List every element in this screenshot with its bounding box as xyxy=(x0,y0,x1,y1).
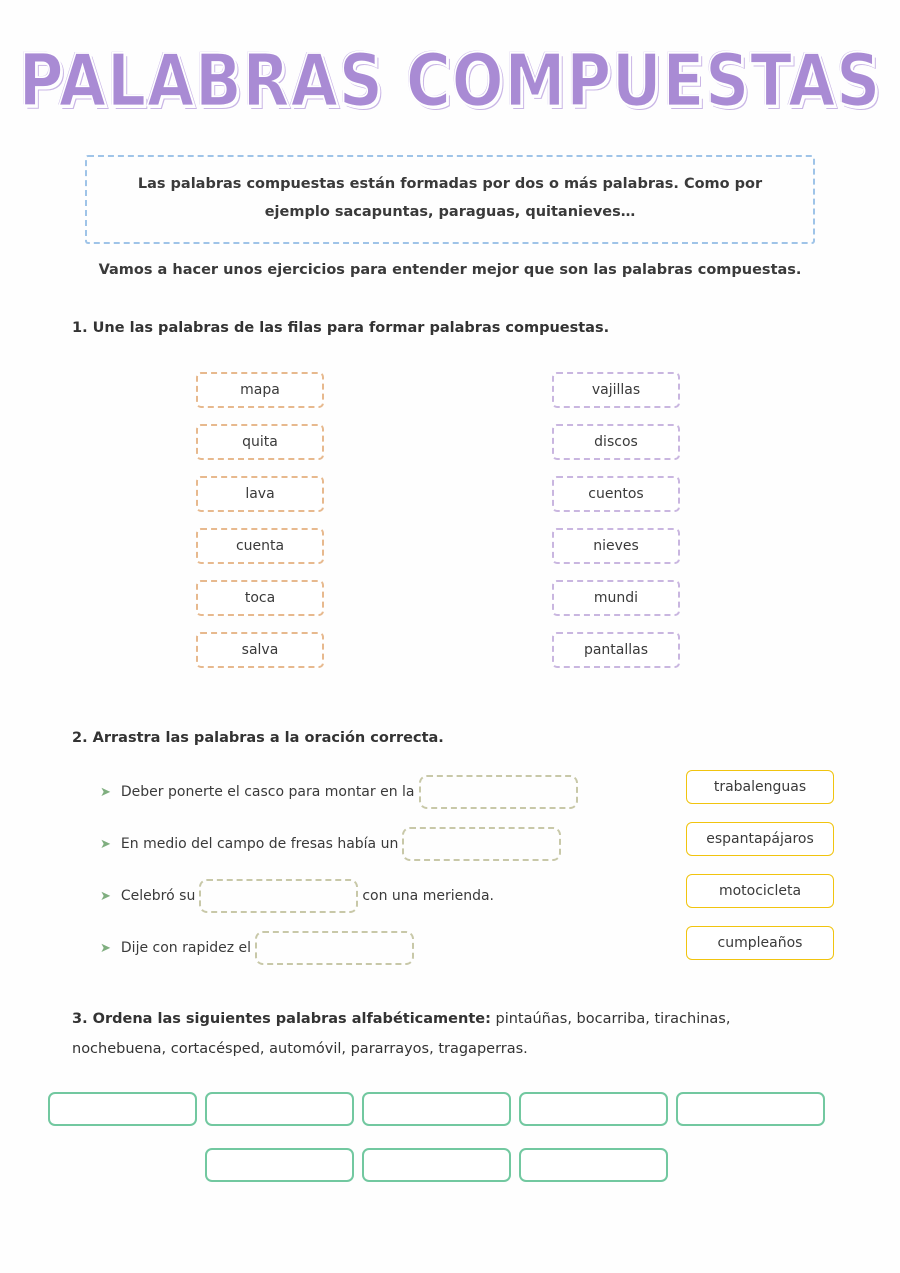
sentence-text: En medio del campo de fresas había un xyxy=(120,836,399,852)
word-box-right[interactable]: discos xyxy=(552,424,680,460)
answer-box[interactable] xyxy=(205,1092,354,1126)
word-box-right[interactable]: mundi xyxy=(552,580,680,616)
exercise1-right-column xyxy=(552,372,680,684)
subtitle-text: Vamos a hacer unos ejercicios para entender mejor que son las palabras compuestas. xyxy=(98,262,802,278)
sentence-text-after: con una merienda. xyxy=(362,888,494,904)
arrow-bullet-icon: ➤ xyxy=(100,836,111,852)
exercise2-heading: 2. Arrastra las palabras a la oración correcta. xyxy=(72,730,444,746)
word-box-right[interactable]: nieves xyxy=(552,528,680,564)
word-box-left[interactable]: salva xyxy=(196,632,324,668)
exercise3-answer-row-2 xyxy=(205,1148,668,1182)
answer-box[interactable] xyxy=(676,1092,825,1126)
exercise3-heading-bold: 3. Ordena las siguientes palabras alfabéticamente: xyxy=(72,1011,491,1027)
word-box-right[interactable]: vajillas xyxy=(552,372,680,408)
arrow-bullet-icon: ➤ xyxy=(100,784,111,800)
exercise3-answer-row-1 xyxy=(48,1092,825,1126)
drag-word[interactable]: cumpleaños xyxy=(686,926,834,960)
exercise2-drag-words xyxy=(686,770,834,978)
drop-slot[interactable] xyxy=(255,931,414,965)
sentence-text: Deber ponerte el casco para montar en la xyxy=(120,784,415,800)
word-box-right[interactable]: cuentos xyxy=(552,476,680,512)
answer-box[interactable] xyxy=(205,1148,354,1182)
intro-text: Las palabras compuestas están formadas por dos o más palabras. Como por ejemplo sacapuntas, paraguas, quitanieves… xyxy=(137,176,763,220)
exercise1-heading: 1. Une las palabras de las filas para formar palabras compuestas. xyxy=(72,320,610,336)
word-box-left[interactable]: lava xyxy=(196,476,324,512)
answer-box[interactable] xyxy=(48,1092,197,1126)
answer-box[interactable] xyxy=(362,1092,511,1126)
word-box-left[interactable]: cuenta xyxy=(196,528,324,564)
word-box-left[interactable]: quita xyxy=(196,424,324,460)
exercise3-heading xyxy=(72,1004,862,1065)
drop-slot[interactable] xyxy=(419,775,578,809)
sentence-text: Dije con rapidez el xyxy=(120,940,252,956)
word-box-left[interactable]: mapa xyxy=(196,372,324,408)
exercise3-words-line1: pintaúñas, bocarriba, tirachinas, xyxy=(490,1011,731,1027)
answer-box[interactable] xyxy=(519,1148,668,1182)
title-container xyxy=(0,0,900,124)
word-box-right[interactable]: pantallas xyxy=(552,632,680,668)
word-box-left[interactable]: toca xyxy=(196,580,324,616)
sentence-text: Celebró su xyxy=(120,888,196,904)
exercise1-left-column xyxy=(196,372,324,684)
arrow-bullet-icon: ➤ xyxy=(100,888,111,904)
drag-word[interactable]: trabalenguas xyxy=(686,770,834,804)
intro-box xyxy=(85,155,815,244)
page-title: PALABRAS COMPUESTAS xyxy=(18,39,882,124)
drag-word[interactable]: espantapájaros xyxy=(686,822,834,856)
drop-slot[interactable] xyxy=(402,827,561,861)
drag-word[interactable]: motocicleta xyxy=(686,874,834,908)
answer-box[interactable] xyxy=(362,1148,511,1182)
exercise3-words-line2: nochebuena, cortacésped, automóvil, pararrayos, tragaperras. xyxy=(72,1041,528,1058)
arrow-bullet-icon: ➤ xyxy=(100,940,111,956)
drop-slot[interactable] xyxy=(199,879,358,913)
answer-box[interactable] xyxy=(519,1092,668,1126)
